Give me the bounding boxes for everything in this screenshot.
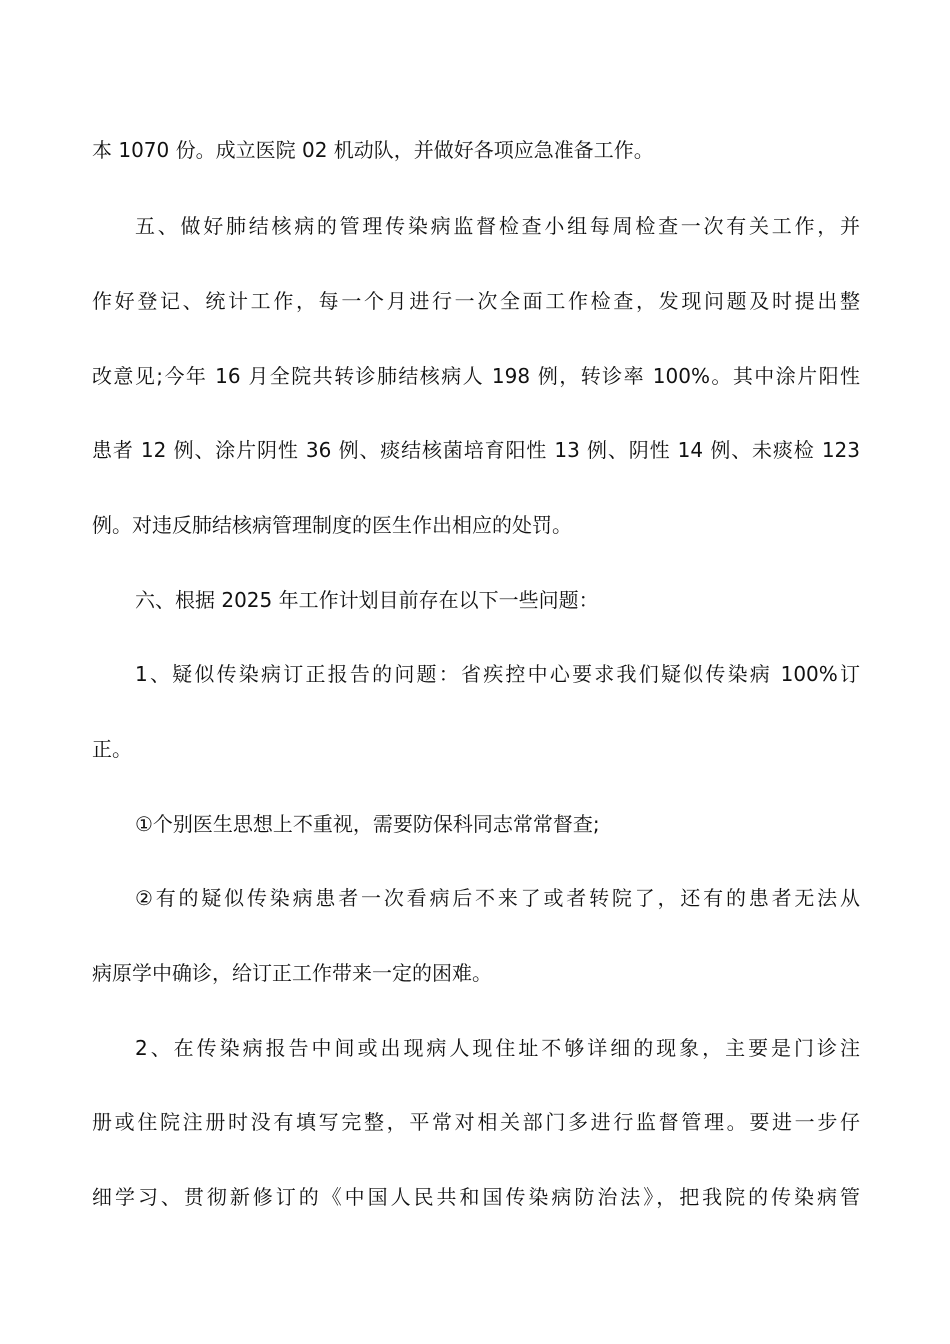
sub-item-two-line: ②有的疑似传染病患者一次看病后不来了或者转院了，还有的患者无法从 [135,886,860,910]
paragraph-six-heading-line: 六、根据 2025 年工作计划目前存在以下一些问题： [135,588,599,612]
text-line: 细学习、贯彻新修订的《中国人民共和国传染病防治法》，把我院的传染病管 [92,1185,860,1209]
paragraph-five-heading-line: 五、做好肺结核病的管理传染病监督检查小组每周检查一次有关工作，并 [135,214,860,238]
text-line: 作好登记、统计工作，每一个月进行一次全面工作检查，发现问题及时提出整 [92,289,860,313]
text-line: 病原学中确诊，给订正工作带来一定的困难。 [92,961,492,985]
text-line: 册或住院注册时没有填写完整，平常对相关部门多进行监督管理。要进一步仔 [92,1110,860,1134]
sub-item-one-line: ①个别医生思想上不重视，需要防保科同志常常督查; [135,812,600,836]
text-line: 患者 12 例、涂片阴性 36 例、痰结核菌培育阳性 13 例、阴性 14 例、未痰检 123 [92,438,860,462]
text-line: 改意见;今年 16 月全院共转诊肺结核病人 198 例，转诊率 100%。其中涂片阳性 [92,364,860,388]
text-line: 例。对违反肺结核病管理制度的医生作出相应的处罚。 [92,513,572,537]
text-line: 正。 [92,737,132,761]
text-line: 本 1070 份。成立医院 02 机动队，并做好各项应急准备工作。 [92,138,654,162]
item-one-line: 1、疑似传染病订正报告的问题：省疾控中心要求我们疑似传染病 100%订 [135,662,860,686]
item-two-line: 2、在传染病报告中间或出现病人现住址不够详细的现象，主要是门诊注 [135,1036,860,1060]
